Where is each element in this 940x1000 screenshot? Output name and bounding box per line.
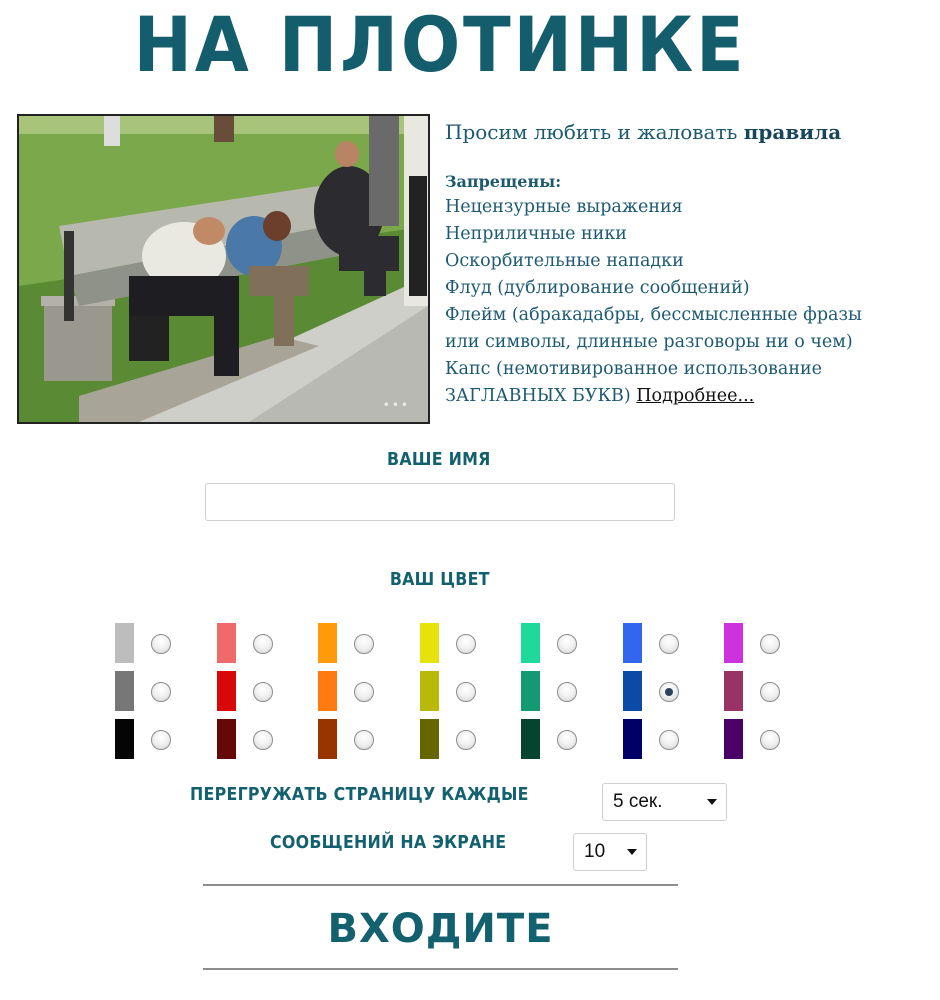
color-swatch [217,671,236,711]
enter-button[interactable]: ВХОДИТЕ [327,906,554,952]
color-radio[interactable] [557,730,577,750]
chat-photo [17,114,430,424]
color-swatch [420,719,439,759]
color-swatch [115,719,134,759]
color-radio[interactable] [659,682,679,702]
color-radio[interactable] [253,730,273,750]
color-radio[interactable] [760,730,780,750]
refresh-label: ПЕРЕГРУЖАТЬ СТРАНИЦУ КАЖДЫЕ [190,784,529,805]
more-link[interactable]: Подробнее... [636,386,755,406]
name-label: ВАШЕ ИМЯ [387,449,491,470]
rules-panel [445,118,925,410]
name-input[interactable] [205,483,675,521]
welcome-text: Просим любить и жаловать [445,120,738,144]
slideshow-dots[interactable]: ••• [382,398,410,412]
color-swatch [623,623,642,663]
color-swatch [623,719,642,759]
color-swatch [521,623,540,663]
color-swatch [318,719,337,759]
color-radio[interactable] [659,634,679,654]
chevron-down-icon [627,849,637,855]
color-swatch [521,719,540,759]
refresh-select[interactable] [602,783,727,821]
forbidden-title: Запрещены: [445,172,562,191]
color-swatch [115,671,134,711]
rule-item: Капс (немотивированное использование [445,359,823,379]
color-swatch [420,623,439,663]
rules-link[interactable]: правила [743,120,842,144]
color-radio[interactable] [557,682,577,702]
site-title: НА ПЛОТИНКЕ [133,0,747,89]
park-bench-photo [19,116,428,422]
refresh-select-value: 5 сек. [613,791,663,812]
color-radio[interactable] [557,634,577,654]
welcome-line [445,118,925,146]
rule-item-text: ЗАГЛАВНЫХ БУКВ) [445,386,631,406]
color-radio[interactable] [253,682,273,702]
messages-select[interactable] [573,833,647,871]
color-swatch [217,623,236,663]
color-swatch [217,719,236,759]
color-radio[interactable] [354,634,374,654]
color-swatch [724,719,743,759]
rule-item: Нецензурные выражения [445,197,683,217]
color-radio[interactable] [760,634,780,654]
color-radio[interactable] [760,682,780,702]
color-radio[interactable] [151,682,171,702]
color-swatch [521,671,540,711]
messages-select-value: 10 [584,841,606,862]
rule-item: или символы, длинные разговоры ни о чем) [445,332,853,352]
color-swatch [724,623,743,663]
color-radio[interactable] [151,634,171,654]
color-swatch [318,671,337,711]
rule-item: Неприличные ники [445,224,627,244]
color-swatch [623,671,642,711]
color-radio[interactable] [354,730,374,750]
color-swatch [420,671,439,711]
messages-label: СООБЩЕНИЙ НА ЭКРАНЕ [270,832,507,853]
divider-bottom [203,968,678,970]
color-swatch [115,623,134,663]
chevron-down-icon [707,799,717,805]
color-radio[interactable] [659,730,679,750]
rule-item: Оскорбительные нападки [445,251,684,271]
rule-item: Флейм (абракадабры, бессмысленные фразы [445,305,862,325]
rule-item-last [445,383,925,410]
divider-top [203,884,678,886]
color-radio[interactable] [253,634,273,654]
color-radio[interactable] [354,682,374,702]
color-radio[interactable] [456,634,476,654]
rule-item: Флуд (дублирование сообщений) [445,278,750,298]
color-swatch [724,671,743,711]
color-radio[interactable] [456,730,476,750]
color-swatch [318,623,337,663]
color-label: ВАШ ЦВЕТ [389,569,490,590]
color-radio[interactable] [456,682,476,702]
color-radio[interactable] [151,730,171,750]
